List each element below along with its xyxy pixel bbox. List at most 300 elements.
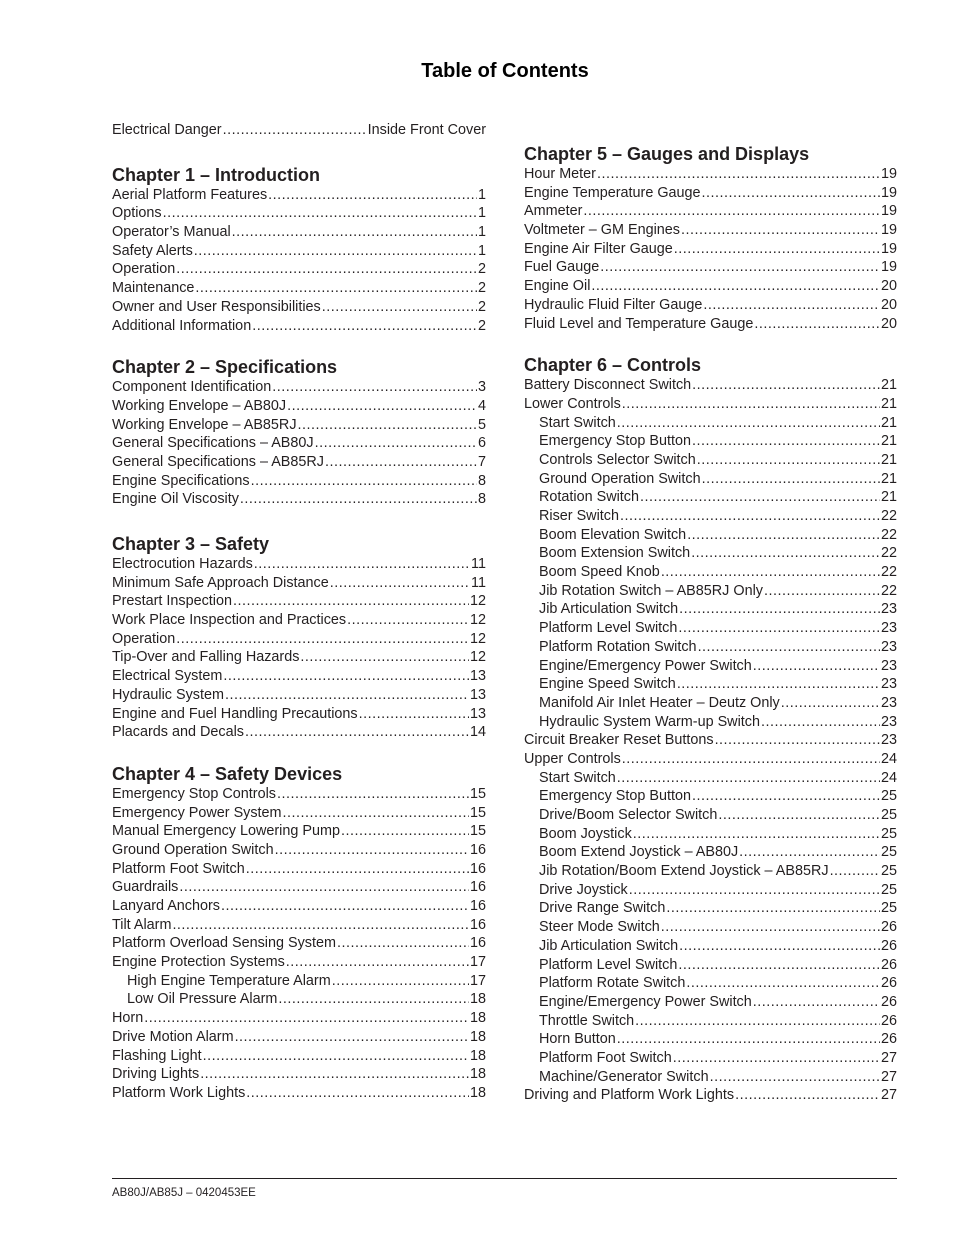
toc-entry[interactable] (524, 451, 897, 470)
dot-leader (272, 378, 477, 397)
toc-entry[interactable] (524, 918, 897, 937)
dot-leader (203, 1047, 469, 1066)
toc-entry[interactable] (524, 843, 897, 862)
toc-entry[interactable] (524, 526, 897, 545)
dot-leader (640, 488, 880, 507)
toc-entry[interactable] (524, 202, 897, 221)
dot-leader (275, 841, 469, 860)
toc-page-number: 24 (880, 750, 897, 767)
dot-leader (679, 937, 880, 956)
dot-leader (225, 686, 469, 705)
toc-page-number: 15 (469, 785, 486, 802)
toc-entry[interactable] (524, 862, 897, 881)
toc-entry-title: Guardrails (112, 879, 179, 896)
toc-entry[interactable] (112, 1028, 486, 1047)
toc-entry[interactable] (524, 899, 897, 918)
dot-leader (591, 277, 880, 296)
dot-leader (252, 317, 477, 336)
toc-entry[interactable] (524, 1012, 897, 1031)
toc-page-number: 5 (477, 416, 486, 433)
dot-leader (661, 563, 880, 582)
dot-leader (337, 934, 469, 953)
toc-entry[interactable] (524, 165, 897, 184)
toc-entry-title: Ground Operation Switch (112, 841, 274, 858)
toc-entry-title: Platform Overload Sensing System (112, 935, 336, 952)
toc-entry[interactable] (112, 434, 486, 453)
toc-page-number: 23 (880, 601, 897, 618)
toc-entry[interactable] (112, 972, 486, 991)
toc-page-number: 12 (469, 593, 486, 610)
chapter-heading[interactable]: Chapter 6 – Controls (524, 355, 702, 376)
toc-page-number: 23 (880, 620, 897, 637)
toc-entry-title: Working Envelope – AB80J (112, 397, 287, 414)
toc-entry-title: Engine Air Filter Gauge (524, 240, 673, 257)
toc-entry[interactable] (112, 860, 486, 879)
toc-entry[interactable] (112, 1047, 486, 1066)
toc-page-number: 1 (477, 205, 486, 222)
toc-entry[interactable] (524, 675, 897, 694)
toc-page-number: 12 (469, 630, 486, 647)
toc-section (524, 143, 897, 333)
dot-leader (715, 731, 880, 750)
toc-page-number: 2 (477, 317, 486, 334)
dot-leader (176, 260, 477, 279)
toc-entry-title: Upper Controls (524, 750, 621, 767)
toc-page-number: 22 (880, 526, 897, 543)
dot-leader (677, 675, 880, 694)
toc-entry-title: Boom Extension Switch (539, 545, 691, 562)
toc-entry-title: Ammeter (524, 203, 583, 220)
toc-entry-title: Engine/Emergency Power Switch (539, 657, 752, 674)
toc-entry[interactable] (524, 769, 897, 788)
toc-page-number: 25 (880, 863, 897, 880)
toc-entry-title: Start Switch (539, 414, 616, 431)
toc-page-number: 18 (469, 1010, 486, 1027)
toc-page-number: 18 (469, 1066, 486, 1083)
toc-entry[interactable] (524, 956, 897, 975)
toc-entry[interactable] (524, 619, 897, 638)
dot-leader (223, 121, 367, 140)
toc-entry[interactable] (112, 841, 486, 860)
toc-page-number: 25 (880, 881, 897, 898)
toc-page-number: 21 (880, 433, 897, 450)
chapter-heading[interactable]: Chapter 5 – Gauges and Displays (524, 144, 810, 164)
dot-leader (622, 395, 880, 414)
dot-leader (300, 648, 469, 667)
toc-entry[interactable] (112, 630, 486, 649)
toc-entry-title: High Engine Temperature Alarm (127, 972, 331, 989)
toc-entry-title: Options (112, 205, 162, 222)
toc-page-number: 23 (880, 713, 897, 730)
toc-page-number: 22 (880, 545, 897, 562)
footer-document-id: AB80J/AB85J – 0420453EE (112, 1187, 256, 1199)
toc-section (112, 763, 486, 1103)
toc-page-number: 25 (880, 807, 897, 823)
dot-leader (718, 806, 880, 825)
dot-leader (583, 202, 880, 221)
toc-entry[interactable] (524, 787, 897, 806)
toc-entry[interactable] (524, 750, 897, 769)
dot-leader (764, 582, 880, 601)
toc-page-number: 27 (880, 1068, 897, 1085)
toc-entry[interactable] (112, 472, 486, 491)
dot-leader (144, 1009, 469, 1028)
toc-entry[interactable] (524, 825, 897, 844)
toc-entry[interactable] (524, 1068, 897, 1087)
toc-entry[interactable] (524, 258, 897, 277)
toc-page-number: 22 (880, 508, 897, 524)
toc-page-number: Inside Front Cover (367, 122, 486, 138)
toc-entry[interactable] (112, 686, 486, 705)
toc-entry[interactable] (524, 470, 897, 489)
dot-leader (691, 544, 880, 563)
toc-entry[interactable] (112, 1009, 486, 1028)
toc-entry-title: Platform Foot Switch (539, 1049, 672, 1066)
toc-page-number: 23 (880, 676, 897, 693)
toc-page-number: 18 (469, 1028, 486, 1045)
toc-entry[interactable] (112, 878, 486, 897)
dot-leader (661, 918, 880, 937)
toc-page-number: 20 (880, 315, 897, 332)
toc-entry-title: Safety Alerts (112, 242, 193, 259)
toc-entry-title: Low Oil Pressure Alarm (127, 991, 278, 1008)
dot-leader (278, 990, 469, 1009)
toc-entry[interactable] (524, 806, 897, 825)
toc-entry[interactable] (524, 881, 897, 900)
toc-entry-title: Prestart Inspection (112, 593, 232, 610)
toc-entry[interactable] (112, 667, 486, 686)
toc-entry-title: Flashing Light (112, 1047, 202, 1064)
toc-section (112, 121, 486, 140)
toc-entry[interactable] (112, 953, 486, 972)
dot-leader (761, 713, 880, 732)
toc-entry[interactable] (112, 1084, 486, 1103)
toc-entry-title: Minimum Safe Approach Distance (112, 574, 329, 591)
dot-leader (176, 630, 469, 649)
toc-entry[interactable] (112, 397, 486, 416)
toc-entry-title: Boom Elevation Switch (539, 526, 687, 543)
toc-entry[interactable] (524, 1049, 897, 1068)
dot-leader (692, 432, 880, 451)
toc-entry-title: Machine/Generator Switch (539, 1068, 709, 1085)
toc-entry[interactable] (112, 260, 486, 279)
toc-page-number: 3 (477, 379, 486, 396)
toc-entry-title: Tip-Over and Falling Hazards (112, 649, 300, 666)
toc-entry[interactable] (524, 937, 897, 956)
toc-entry-title: Engine and Fuel Handling Precautions (112, 705, 358, 722)
toc-page-number: 8 (477, 472, 486, 489)
dot-leader (678, 619, 880, 638)
toc-entry[interactable] (112, 317, 486, 336)
dot-leader (692, 376, 880, 395)
toc-page-number: 21 (880, 395, 897, 412)
toc-page-number: 26 (880, 993, 897, 1010)
dot-leader (635, 1012, 880, 1031)
toc-entry-title: Lanyard Anchors (112, 898, 220, 914)
toc-entry[interactable] (112, 223, 486, 242)
toc-entry[interactable] (112, 611, 486, 630)
dot-leader (629, 881, 880, 900)
dot-leader (633, 825, 880, 844)
toc-entry[interactable] (112, 897, 486, 916)
toc-page-number: 12 (469, 649, 486, 666)
toc-section (112, 164, 486, 336)
toc-entry-title: Hour Meter (524, 166, 596, 182)
toc-entry[interactable] (524, 184, 897, 203)
dot-leader (359, 705, 469, 724)
toc-entry[interactable] (112, 378, 486, 397)
toc-entry[interactable] (112, 186, 486, 205)
toc-entry[interactable] (524, 993, 897, 1012)
toc-entry[interactable] (524, 638, 897, 657)
toc-entry[interactable] (524, 414, 897, 433)
toc-page-number: 26 (880, 1012, 897, 1029)
toc-entry[interactable] (112, 648, 486, 667)
toc-entry-title: Manifold Air Inlet Heater – Deutz Only (539, 694, 780, 711)
toc-entry-title: Hydraulic System Warm-up Switch (539, 713, 760, 730)
toc-entry-title: Ground Operation Switch (539, 470, 701, 487)
dot-leader (332, 972, 469, 991)
toc-entry-title: Drive Range Switch (539, 900, 666, 917)
dot-leader (686, 974, 880, 993)
toc-page-number: 20 (880, 296, 897, 313)
dot-leader (245, 723, 469, 742)
toc-page-number: 22 (880, 582, 897, 599)
toc-page-number: 13 (469, 705, 486, 722)
dot-leader (223, 667, 469, 686)
dot-leader (754, 315, 880, 334)
chapter-heading[interactable]: Chapter 2 – Specifications (112, 357, 338, 378)
dot-leader (620, 507, 880, 526)
toc-entry-title: Horn (112, 1010, 144, 1027)
toc-page-number: 16 (469, 879, 486, 896)
toc-entry-title: Component Identification (112, 379, 272, 396)
dot-leader (681, 221, 880, 240)
toc-entry[interactable] (524, 240, 897, 259)
toc-page-number: 2 (477, 261, 486, 278)
toc-page-number: 25 (880, 788, 897, 805)
toc-entry[interactable] (524, 507, 897, 526)
toc-entry[interactable] (524, 395, 897, 414)
toc-entry-title: Platform Rotation Switch (539, 638, 697, 655)
toc-page-number: 19 (880, 166, 897, 182)
toc-entry-title: Platform Rotate Switch (539, 975, 686, 992)
dot-leader (287, 397, 477, 416)
toc-page-number: 20 (880, 278, 897, 295)
toc-entry[interactable] (524, 1086, 897, 1105)
toc-entry[interactable] (524, 488, 897, 507)
toc-entry-title: Engine/Emergency Power Switch (539, 993, 752, 1010)
toc-entry[interactable] (112, 242, 486, 261)
chapter-heading[interactable]: Chapter 4 – Safety Devices (112, 763, 343, 784)
toc-page-number: 24 (880, 769, 897, 786)
dot-leader (679, 600, 880, 619)
toc-entry[interactable] (112, 723, 486, 742)
dot-leader (753, 657, 880, 676)
toc-entry[interactable] (524, 694, 897, 713)
toc-entry-title: Jib Rotation/Boom Extend Joystick – AB85RJ (539, 863, 829, 880)
toc-entry[interactable] (524, 600, 897, 619)
toc-page-number: 16 (469, 898, 486, 914)
dot-leader (277, 785, 469, 804)
dot-leader (232, 223, 477, 242)
toc-entry[interactable] (112, 705, 486, 724)
toc-entry-title: Engine Oil (524, 278, 591, 295)
toc-entry[interactable] (524, 296, 897, 315)
toc-entry[interactable] (112, 453, 486, 472)
dot-leader (617, 1030, 880, 1049)
toc-page-number: 4 (477, 397, 486, 414)
toc-page-number: 26 (880, 919, 897, 936)
toc-entry[interactable] (112, 555, 486, 574)
toc-entry-title: Jib Articulation Switch (539, 601, 679, 618)
toc-entry-title: Platform Work Lights (112, 1084, 246, 1101)
toc-entry-title: Circuit Breaker Reset Buttons (524, 732, 714, 749)
toc-page-number: 13 (469, 686, 486, 703)
toc-page-number: 25 (880, 825, 897, 842)
toc-page-number: 27 (880, 1049, 897, 1066)
dot-leader (179, 878, 469, 897)
dot-leader (710, 1068, 880, 1087)
toc-entry[interactable] (524, 1030, 897, 1049)
toc-page-number: 27 (880, 1087, 897, 1104)
chapter-heading[interactable]: Chapter 3 – Safety (112, 534, 270, 554)
toc-entry[interactable] (112, 574, 486, 593)
toc-page-number: 15 (469, 823, 486, 840)
toc-entry-title: Hydraulic System (112, 686, 224, 703)
toc-entry[interactable] (524, 376, 897, 395)
toc-entry[interactable] (112, 121, 486, 140)
dot-leader (753, 993, 880, 1012)
dot-leader (195, 279, 477, 298)
toc-entry[interactable] (524, 657, 897, 676)
toc-page-number: 17 (469, 954, 486, 971)
dot-leader (697, 451, 880, 470)
dot-leader (702, 184, 880, 203)
footer-divider (112, 1178, 897, 1179)
toc-entry-title: Driving Lights (112, 1066, 200, 1083)
dot-leader (163, 204, 477, 223)
toc-page-number: 22 (880, 564, 897, 581)
toc-entry-title: General Specifications – AB80J (112, 435, 314, 452)
toc-section (112, 533, 486, 742)
toc-page-number: 21 (880, 470, 897, 487)
toc-entry-title: Boom Joystick (539, 825, 632, 842)
toc-entry-title: Engine Temperature Gauge (524, 184, 701, 201)
dot-leader (830, 862, 880, 881)
toc-entry[interactable] (524, 544, 897, 563)
toc-section (112, 356, 486, 509)
toc-page-number: 25 (880, 844, 897, 861)
chapter-heading[interactable]: Chapter 1 – Introduction (112, 164, 321, 185)
dot-leader (687, 526, 880, 545)
toc-entry-title: General Specifications – AB85RJ (112, 453, 324, 470)
toc-entry[interactable] (112, 785, 486, 804)
toc-page-number: 19 (880, 240, 897, 257)
dot-leader (235, 1028, 469, 1047)
toc-entry-title: Jib Articulation Switch (539, 937, 679, 954)
dot-leader (233, 592, 469, 611)
toc-entry-title: Platform Foot Switch (112, 860, 245, 877)
toc-page-number: 12 (469, 612, 486, 629)
toc-entry[interactable] (524, 713, 897, 732)
toc-entry[interactable] (112, 416, 486, 435)
toc-entry[interactable] (112, 1065, 486, 1084)
toc-entry[interactable] (112, 804, 486, 823)
toc-entry-title: Electrocution Hazards (112, 556, 253, 572)
dot-leader (735, 1086, 880, 1105)
toc-page-number: 16 (469, 841, 486, 858)
toc-entry-title: Start Switch (539, 769, 616, 786)
toc-entry[interactable] (112, 990, 486, 1009)
toc-entry[interactable] (524, 731, 897, 750)
dot-leader (678, 956, 880, 975)
dot-leader (597, 165, 880, 184)
toc-page-number: 8 (477, 491, 486, 508)
dot-leader (739, 843, 880, 862)
toc-page-number: 1 (477, 224, 486, 241)
toc-entry[interactable] (524, 582, 897, 601)
toc-page-number: 14 (469, 724, 486, 741)
toc-entry-title: Owner and User Responsibilities (112, 298, 321, 315)
toc-entry[interactable] (524, 315, 897, 334)
toc-entry[interactable] (112, 822, 486, 841)
toc-page-number: 16 (469, 916, 486, 933)
dot-leader (341, 822, 469, 841)
toc-page-number: 19 (880, 184, 897, 201)
dot-leader (246, 860, 469, 879)
toc-entry[interactable] (112, 279, 486, 298)
toc-entry[interactable] (112, 592, 486, 611)
toc-entry[interactable] (524, 432, 897, 451)
dot-leader (254, 555, 470, 574)
dot-leader (622, 750, 880, 769)
dot-leader (268, 186, 477, 205)
toc-entry[interactable] (112, 298, 486, 317)
toc-entry-title: Hydraulic Fluid Filter Gauge (524, 296, 703, 313)
dot-leader (221, 897, 469, 916)
toc-entry-title: Emergency Stop Button (539, 788, 691, 805)
toc-entry-title: Drive/Boom Selector Switch (539, 807, 718, 823)
dot-leader (298, 416, 477, 435)
toc-entry-title: Emergency Stop Button (539, 433, 691, 450)
toc-entry[interactable] (112, 916, 486, 935)
toc-entry-title: Engine Protection Systems (112, 954, 285, 971)
toc-entry[interactable] (112, 934, 486, 953)
toc-entry-title: Controls Selector Switch (539, 451, 696, 468)
toc-entry[interactable] (524, 974, 897, 993)
toc-page-number: 2 (477, 280, 486, 297)
toc-page-number: 26 (880, 1031, 897, 1048)
dot-leader (703, 296, 880, 315)
toc-entry[interactable] (524, 221, 897, 240)
toc-entry[interactable] (112, 490, 486, 509)
toc-entry-title: Electrical System (112, 668, 223, 685)
toc-page-number: 13 (469, 668, 486, 685)
toc-page-number: 18 (469, 1047, 486, 1064)
toc-page-number: 21 (880, 377, 897, 394)
dot-leader (246, 1084, 469, 1103)
toc-page-number: 1 (477, 186, 486, 203)
dot-leader (251, 472, 477, 491)
toc-entry-title: Platform Level Switch (539, 956, 678, 973)
toc-page-number: 26 (880, 937, 897, 954)
toc-entry[interactable] (524, 277, 897, 296)
dot-leader (347, 611, 469, 630)
toc-entry[interactable] (524, 563, 897, 582)
dot-leader (200, 1065, 469, 1084)
toc-entry[interactable] (112, 204, 486, 223)
